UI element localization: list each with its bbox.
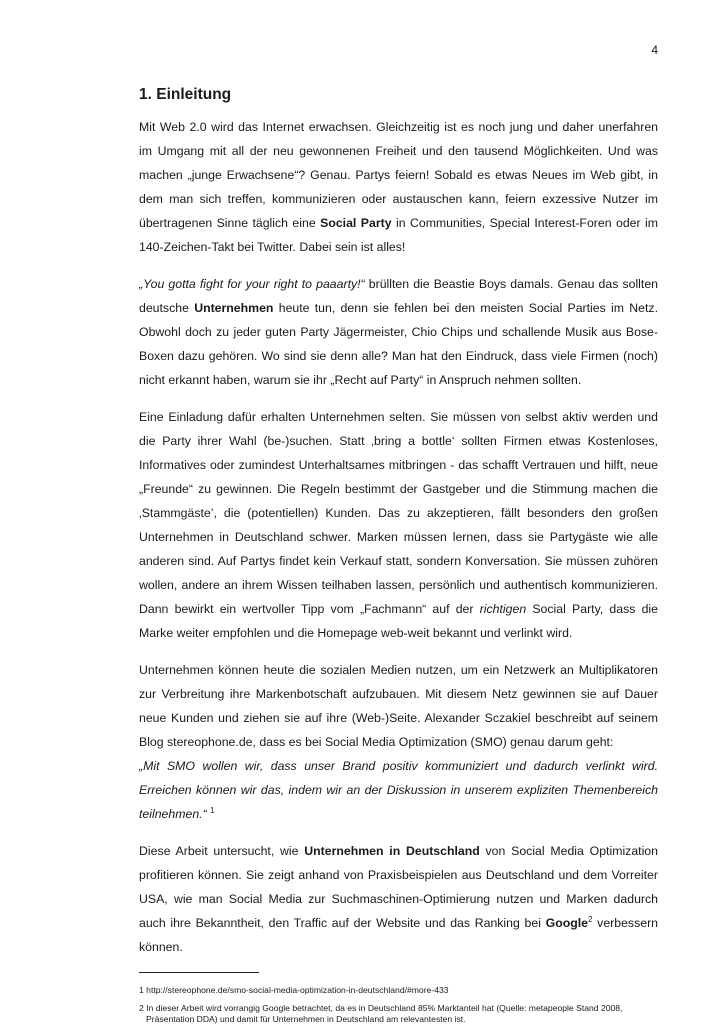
footnote-2-line-2: Präsentation DDA) und damit für Unternehmen in Deutschland am relevantesten ist. [146, 1014, 466, 1024]
text: Eine Einladung dafür erhalten Unternehmen selten. Sie müssen von selbst aktiv werden und die Party ihrer Wahl (be-)suchen. Statt ‚bring a bottle‘ sollten Firmen etwas Kostenloses, Informatives oder zumindest Unterhaltsames mitbringen - das schafft Vertrauen und hilft, neue „Freunde“ zu gewinnen. Die Regeln bestimmt der Gastgeber und die Stimmung machen die ‚Stammgäste’, die (potentiellen) Kunden. Das zu akzeptieren, fällt besonders den großen Unternehmen in Deutschland schwer. Marken müssen lernen, dass sie Partygäste wie alle anderen sind. Auf Partys findet kein Verkauf statt, sondern Konversation. Sie müssen zuhören wollen, andere an ihrem Wissen teilhaben lassen, persönlich und authentisch kommunizieren. Dann bewirkt ein wertvoller Tipp vom „Fachmann“ auf der [139, 410, 658, 616]
paragraph-thesis [139, 839, 658, 959]
footnote-divider [139, 972, 259, 973]
text: Diese Arbeit untersucht, wie [139, 844, 305, 858]
block-quote [139, 754, 658, 826]
emphasis: Google [545, 916, 589, 930]
emphasis: Unternehmen [194, 301, 274, 315]
text: in Communities, Special Interest-Foren oder im 140-Zeichen-Takt bei Twitter. Dabei sein ist alles! [139, 216, 658, 254]
footnote-1: 1 http://stereophone.de/smo-social-media-optimization-in-deutschland/#more-433 [139, 985, 449, 995]
document-body [139, 86, 658, 1032]
paragraph-network: Unternehmen können heute die sozialen Medien nutzen, um ein Netzwerk an Multiplikatoren zur Verbreitung ihre Markenbotschaft aufzubauen. Mit diesem Netz gewinnen sie auf Dauer neue Kunden und ziehen sie auf ihre (Web-)Seite. Alexander Sczakiel beschreibt auf seinem Blog stereophone.de, dass es bei Social Media Optimization (SMO) genau darum geht: [139, 663, 658, 749]
page-number: 4 [651, 43, 658, 57]
paragraph-invitation [139, 405, 658, 645]
text: Mit Web 2.0 wird das Internet erwachsen. Gleichzeitig ist es noch jung und daher unerfahren im Umgang mit all der neu gewonnenen Freiheit und den tausend Möglichkeiten. Und was machen „junge Erwachsene“? Genau. Partys feiern! Sobald es etwas Neues im Web gibt, in dem man sich treffen, kommunizieren oder austauschen kann, feiern exzessive Nutzer im übertragenen Sinne täglich eine [139, 120, 658, 230]
footnote-2-line-1: 2 In dieser Arbeit wird vorrangig Google betrachtet, da es in Deutschland 85% Marktanteil hat (Quelle: metapeople Stand 2008, [139, 1002, 623, 1013]
quote-text: „Mit SMO wollen wir, dass unser Brand positiv kommuniziert und dadurch verlinkt wird. Erreichen können wir das, indem wir an der Diskussion in unserem expliziten Themenbereich teilnehmen.“ [139, 759, 658, 821]
footnote-ref: 1 [210, 805, 215, 815]
emphasis: Unternehmen in Deutschland [304, 844, 480, 858]
text: heute tun, denn sie fehlen bei den meisten Social Parties im Netz. Obwohl doch zu jeder guten Party Jägermeister, Chio Chips und schallende Musik aus Bose-Boxen dazu gehören. Wo sind sie denn alle? Man hat den Eindruck, dass viele Firmen (noch) nicht erkannt haben, warum sie ihr „Recht auf Party“ in Anspruch nehmen sollten. [139, 301, 658, 387]
footnote-2 [139, 1003, 658, 1026]
text: brüllten die Beastie Boys damals. Genau das sollten deutsche [139, 277, 658, 315]
footnote-ref: 2 [588, 914, 593, 924]
quote-inline: „You gotta fight for your right to paaarty!“ [139, 277, 365, 291]
emphasis: Social Party [320, 216, 392, 230]
paragraph-beastie-boys [139, 272, 658, 392]
text: von Social Media Optimization profitieren können. Sie zeigt anhand von Praxisbeispielen aus Deutschland und dem Vorreiter USA, wie man Social Media zur Suchmaschinen-Optimierung nutzen und Marken dadurch auch ihre Bekanntheit, den Traffic auf der Website und das Ranking bei [139, 844, 658, 930]
section-heading: 1. Einleitung [139, 86, 232, 103]
text: Social Party, dass die Marke weiter empfohlen und die Homepage web-weit bekannt und verlinkt wird. [139, 602, 658, 640]
text: verbessern können. [139, 916, 658, 954]
emphasis-italic: richtigen [479, 602, 527, 616]
paragraph-intro [139, 115, 658, 259]
